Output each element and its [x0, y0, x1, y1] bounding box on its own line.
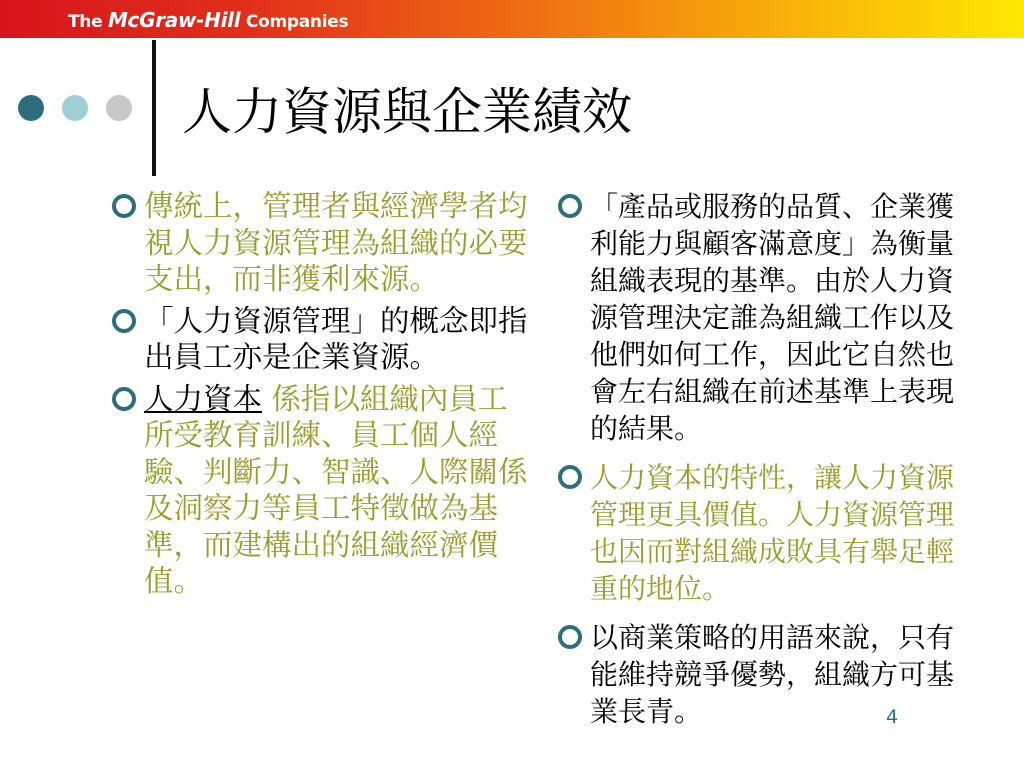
ring-bullet-icon — [112, 194, 136, 218]
brand-suffix: Companies — [240, 12, 349, 32]
left-bullet-1 — [112, 188, 532, 298]
page-number: 4 — [886, 706, 899, 728]
brand-logo — [68, 8, 348, 32]
left-bullet-3 — [112, 381, 532, 600]
right-bullet-1-text: 「產品或服務的品質、企業獲利能力與顧客滿意度」為衡量組織表現的基準。由於人力資源管理決定誰為組織工作以及他們如何工作，因此它自然也會左右組織在前述基準上表現的結果。 — [590, 190, 955, 445]
right-bullet-3 — [558, 619, 978, 730]
right-column — [558, 188, 978, 734]
left-bullet-2 — [112, 303, 532, 376]
left-bullet-2-text: 「人力資源管理」的概念即指出員工亦是企業資源。 — [144, 303, 528, 374]
ring-bullet-icon — [558, 625, 582, 649]
right-bullet-2 — [558, 459, 978, 607]
ring-bullet-icon — [558, 465, 582, 489]
dot-icon — [106, 95, 132, 121]
ring-bullet-icon — [112, 309, 136, 333]
dot-icon — [62, 95, 88, 121]
right-bullet-1 — [558, 188, 978, 447]
left-bullet-1-text: 傳統上，管理者與經濟學者均視人力資源管理為組織的必要支出，而非獲利來源。 — [144, 189, 528, 296]
dot-icon — [18, 95, 44, 121]
left-column — [112, 188, 532, 604]
brand-name: McGraw-Hill — [107, 8, 241, 32]
ring-bullet-icon — [558, 194, 582, 218]
right-bullet-3-text: 以商業策略的用語來說，只有能維持競爭優勢，組織方可基業長青。 — [590, 621, 955, 728]
slide-title: 人力資源與企業績效 — [182, 83, 632, 141]
human-capital-term: 人力資本 — [144, 381, 263, 416]
header-banner — [0, 0, 1024, 38]
left-bullet-3-text: 係指以組織內員工所受教育訓練、員工個人經驗、判斷力、智識、人際關係及洞察力等員工特徵做為基準，而建構出的組織經濟價值。 — [144, 381, 528, 598]
title-divider — [152, 40, 156, 176]
brand-the: The — [68, 12, 108, 32]
ring-bullet-icon — [112, 387, 136, 411]
right-bullet-2-text: 人力資本的特性，讓人力資源管理更具價值。人力資源管理也因而對組織成敗具有舉足輕重的地位。 — [590, 461, 955, 605]
